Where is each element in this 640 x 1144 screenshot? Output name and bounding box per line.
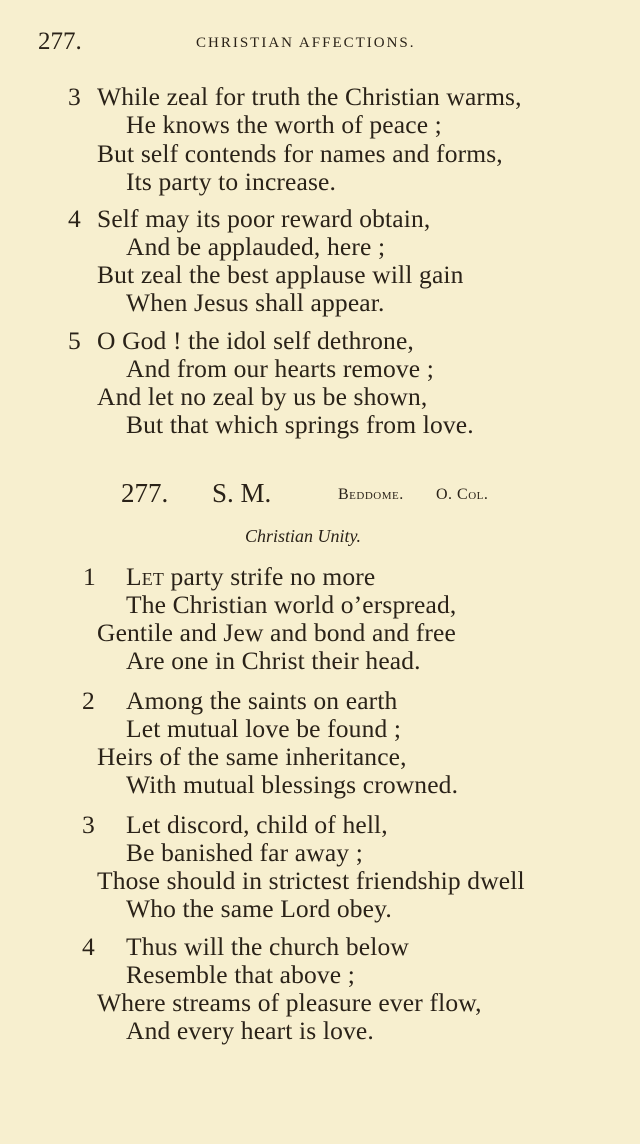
verse-number: 1 — [83, 562, 96, 591]
initial-word: Let — [126, 562, 165, 591]
verse-number: 4 — [82, 932, 95, 961]
verse-line: Are one in Christ their head. — [126, 646, 421, 675]
verse-line: Those should in strictest friendship dwell — [97, 866, 525, 895]
verse-line: But self contends for names and forms, — [97, 139, 503, 168]
verse-number: 4 — [68, 204, 81, 233]
verse-line: And from our hearts remove ; — [126, 354, 434, 383]
verse-line: Let discord, child of hell, — [126, 810, 388, 839]
verse-line: Who the same Lord obey. — [126, 894, 392, 923]
verse-line: The Christian world o’erspread, — [126, 590, 457, 619]
verse-number: 2 — [82, 686, 95, 715]
verse-line: He knows the worth of peace ; — [126, 110, 442, 139]
hymn-author: Beddome. — [338, 486, 404, 503]
hymn-number: 277. — [121, 478, 169, 508]
verse-line: Thus will the church below — [126, 932, 409, 961]
verse-line: Resemble that above ; — [126, 960, 356, 989]
verse-line: Be banished far away ; — [126, 838, 363, 867]
verse-line: Heirs of the same inheritance, — [97, 742, 407, 771]
verse-number: 5 — [68, 326, 81, 355]
verse-line: And be applauded, here ; — [126, 232, 386, 261]
verse-line: And every heart is love. — [126, 1016, 374, 1045]
verse-line: Among the saints on earth — [126, 686, 398, 715]
verse-line: O God ! the idol self dethrone, — [97, 326, 414, 355]
hymn-tune: O. Col. — [436, 486, 489, 503]
verse-line: Let mutual love be found ; — [126, 714, 402, 743]
verse-line: But that which springs from love. — [126, 410, 474, 439]
verse-line-rest: party strife no more — [164, 562, 376, 591]
verse-number: 3 — [68, 82, 81, 111]
verse-line: With mutual blessings crowned. — [126, 770, 459, 799]
verse-number: 3 — [82, 810, 95, 839]
verse-line: But zeal the best applause will gain — [97, 260, 464, 289]
verse-line: Its party to increase. — [126, 167, 337, 196]
verse-line: Where streams of pleasure ever flow, — [97, 988, 482, 1017]
verse-line: While zeal for truth the Christian warms, — [97, 82, 522, 111]
page-number: 277. — [38, 28, 82, 55]
verse-line — [126, 562, 375, 592]
verse-line: Gentile and Jew and bond and free — [97, 618, 456, 647]
hymn-meter: S. M. — [212, 478, 272, 508]
running-title: CHRISTIAN AFFECTIONS. — [196, 35, 416, 51]
verse-line: When Jesus shall appear. — [126, 288, 385, 317]
verse-line: And let no zeal by us be shown, — [97, 382, 428, 411]
hymn-title: Christian Unity. — [245, 526, 362, 546]
verse-line: Self may its poor reward obtain, — [97, 204, 431, 233]
